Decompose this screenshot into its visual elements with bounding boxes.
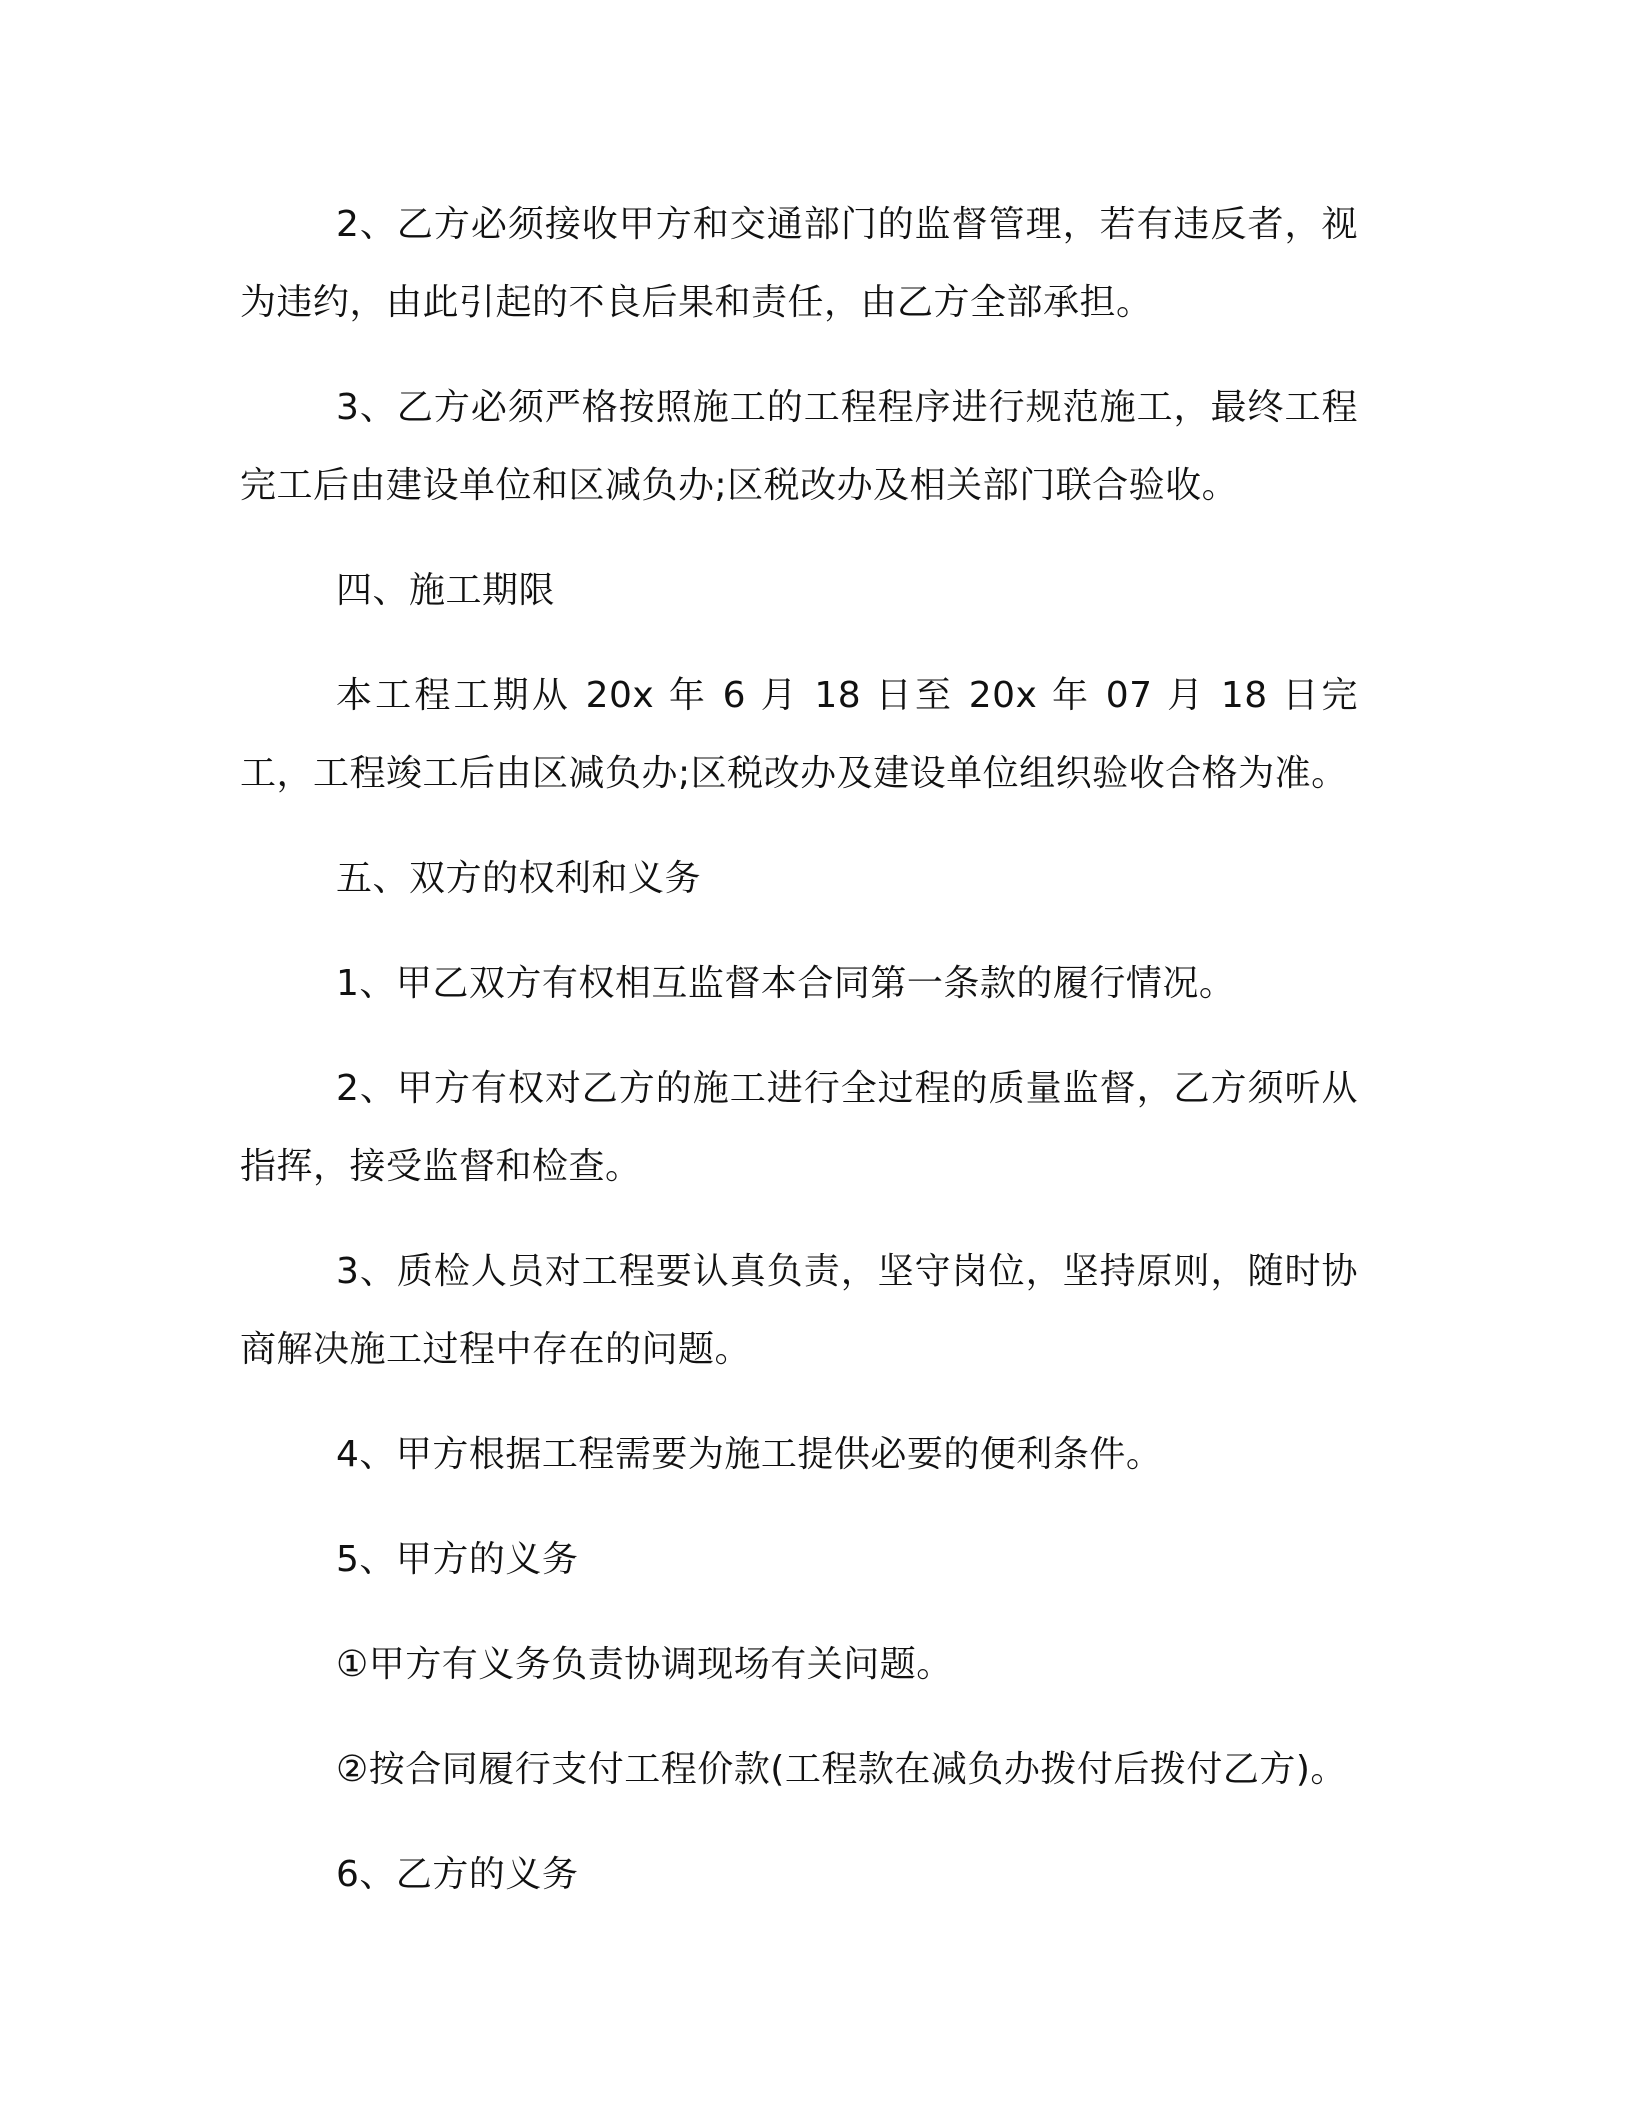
paragraph-party-a-obligation-2: ②按合同履行支付工程价款(工程款在减负办拨付后拨付乙方)。 — [336, 1749, 1347, 1790]
section-heading-construction-period: 四、施工期限 — [336, 570, 556, 611]
paragraph-construction-period: 本工程工期从 20x 年 6 月 18 日至 20x 年 07 月 18 日完工，工程竣工后由区减负办;区税改办及建设单位组织验收合格为准。 — [240, 675, 1358, 794]
paragraph-quality-supervision: 2、甲方有权对乙方的施工进行全过程的质量监督，乙方须听从指挥，接受监督和检查。 — [240, 1068, 1358, 1187]
paragraph-party-a-obligations-heading: 5、甲方的义务 — [336, 1539, 579, 1580]
paragraph-party-a-obligation-1: ①甲方有义务负责协调现场有关问题。 — [336, 1644, 953, 1685]
paragraph-party-a-facilities: 4、甲方根据工程需要为施工提供必要的便利条件。 — [336, 1434, 1163, 1475]
paragraph-quality-inspectors: 3、质检人员对工程要认真负责，坚守岗位，坚持原则，随时协商解决施工过程中存在的问题。 — [240, 1251, 1358, 1370]
paragraph-construction-procedure: 3、乙方必须严格按照施工的工程程序进行规范施工，最终工程完工后由建设单位和区减负办;区税改办及相关部门联合验收。 — [240, 387, 1358, 506]
paragraph-supervision: 2、乙方必须接收甲方和交通部门的监督管理，若有违反者，视为违约，由此引起的不良后果和责任，由乙方全部承担。 — [240, 204, 1358, 323]
section-heading-rights-obligations: 五、双方的权利和义务 — [336, 858, 702, 899]
paragraph-mutual-supervision: 1、甲乙双方有权相互监督本合同第一条款的履行情况。 — [336, 963, 1236, 1004]
document-body — [240, 186, 1358, 1941]
paragraph-party-b-obligations-heading: 6、乙方的义务 — [336, 1854, 579, 1895]
